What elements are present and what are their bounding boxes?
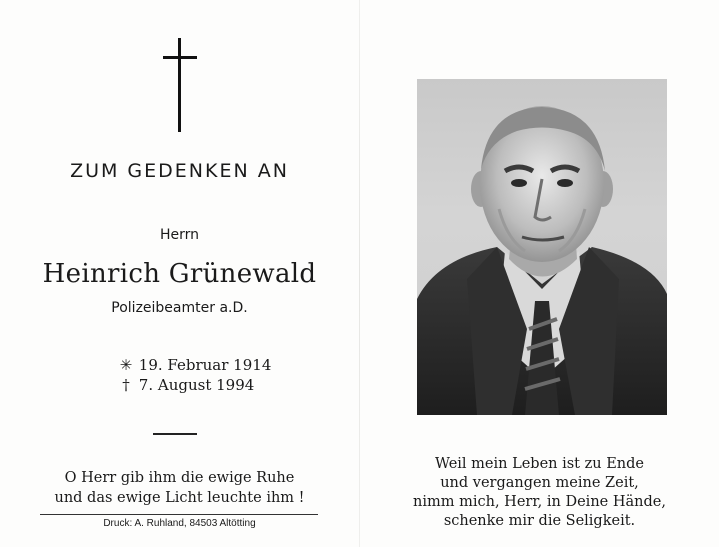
salutation: Herrn xyxy=(159,227,200,243)
poem-line-4: schenke mir die Seligkeit. xyxy=(443,513,636,529)
poem xyxy=(360,455,719,531)
divider-short xyxy=(153,433,197,435)
poem-line-1: Weil mein Leben ist zu Ende xyxy=(434,456,644,472)
life-dates xyxy=(118,355,271,395)
deceased-title: Polizeibeamter a.D. xyxy=(111,300,248,316)
portrait-image xyxy=(417,79,667,415)
poem-line-2: und vergangen meine Zeit, xyxy=(440,475,639,491)
printer-credit: Druck: A. Ruhland, 84503 Altötting xyxy=(103,518,256,529)
prayer-line-2: und das ewige Licht leuchte ihm ! xyxy=(54,490,305,506)
prayer xyxy=(0,468,359,508)
death-row xyxy=(118,375,271,395)
death-dagger-icon: † xyxy=(122,376,130,394)
poem-line-3: nimm mich, Herr, in Deine Hände, xyxy=(413,494,666,510)
death-date: 7. August 1994 xyxy=(138,376,255,394)
birth-star-icon: ✳ xyxy=(119,356,133,374)
left-panel xyxy=(0,0,359,547)
cross-icon xyxy=(163,38,197,132)
deceased-name: Heinrich Grünewald xyxy=(42,259,317,289)
portrait-photo xyxy=(417,79,667,415)
divider-long xyxy=(40,514,318,515)
memorial-heading: ZUM GEDENKEN AN xyxy=(70,160,289,182)
right-panel xyxy=(360,0,719,547)
birth-date: 19. Februar 1914 xyxy=(138,356,272,374)
birth-row xyxy=(118,355,271,375)
prayer-line-1: O Herr gib ihm die ewige Ruhe xyxy=(64,470,295,486)
